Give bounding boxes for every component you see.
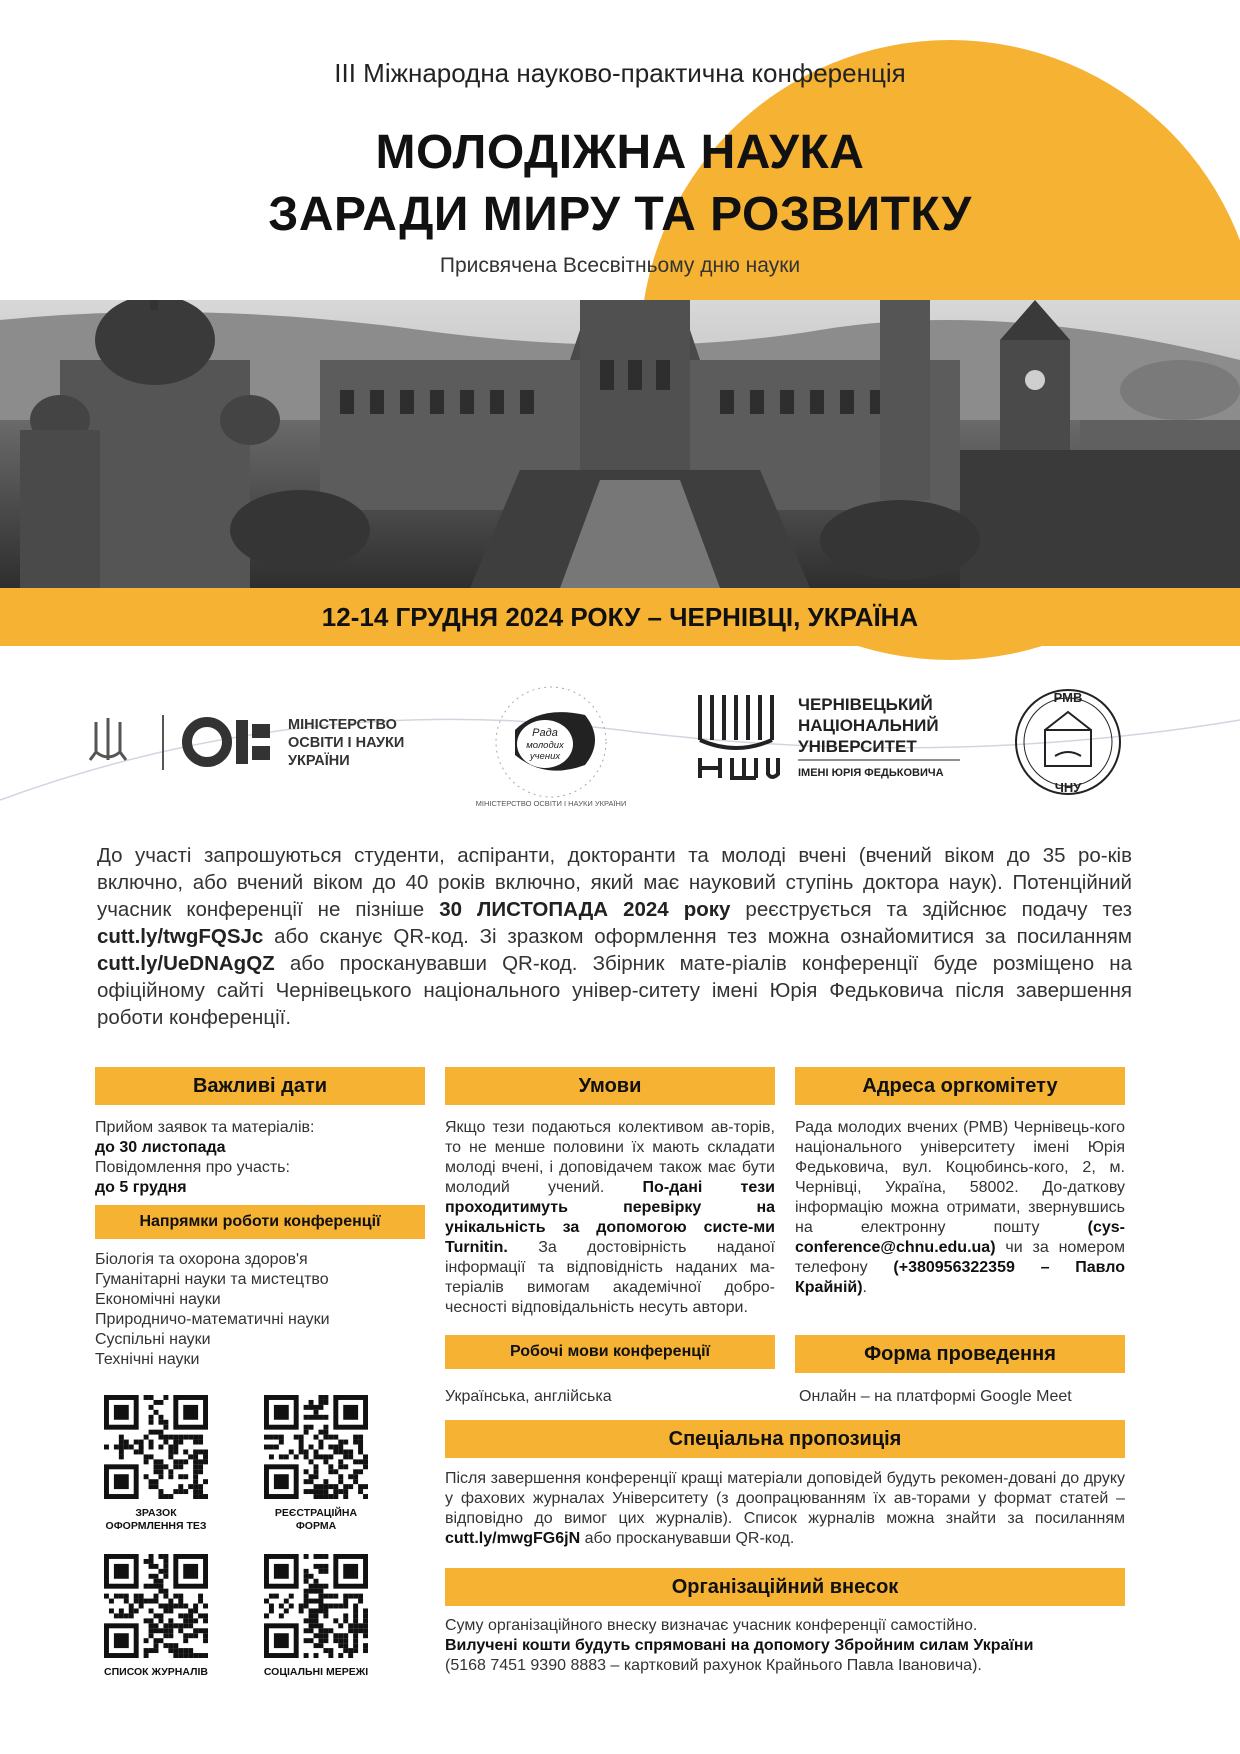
registration-deadline: 30 ЛИСТОПАДА 2024 року [439,898,731,921]
univ-name-line1: ЧЕРНІВЕЦЬКИЙ [798,695,933,714]
qr-label-line: СПИСОК ЖУРНАЛІВ [104,1666,208,1678]
format-heading: Форма проведення [795,1335,1125,1373]
contact-phone[interactable]: (+380956322359 – Павло Крайній) [795,1259,1126,1296]
fee-text [445,1616,1125,1676]
title-line-1: МОЛОДІЖНА НАУКА [375,126,865,179]
qr-code-template[interactable] [104,1395,208,1499]
ministry-name-line3: УКРАЇНИ [288,753,350,769]
direction-item: Суспільні науки [95,1331,211,1348]
page-subtitle: Присвячена Всесвітньому дню науки [439,254,801,277]
conditions-text-3: За достовірність наданої інформації та відповідність наданих ма-теріалів вимогам академічної добро-чесності відповідальність несуть автори. [445,1239,775,1316]
univ-name-line4: ІМЕНІ ЮРІЯ ФЕДЬКОВИЧА [798,767,944,779]
council-ring-text: МІНІСТЕРСТВО ОСВІТИ І НАУКИ УКРАЇНИ [475,799,627,808]
rmv-logo [1016,690,1120,795]
applications-deadline: до 30 листопада [95,1139,226,1156]
address-text [795,1118,1125,1298]
logos-row [0,660,1240,810]
conditions-text-1: Якщо тези подаються колективом ав-торів, то не менше половини їх мають складати молоді вчені, і доповідачем також має бути молодий учений. [445,1119,775,1196]
conference-edition: ІІІ Міжнародна науково-практична конференція [334,58,906,88]
fee-line1: Суму організаційного внеску визначає учасник конференції самостійно. [445,1617,978,1634]
intro-text-1: До участі запрошуються студенти, аспіранти, докторанти та молоді вчені (вчений віком до 35 ро-ків включно, або вчений віком до 40 років включно, який має науковий ступінь доктора наук). Потенційний учасник конференції не пізніше [97,844,1132,921]
page-title [0,122,1240,246]
directions-list [95,1250,425,1370]
direction-item: Економічні науки [95,1291,221,1308]
council-line3: учених [529,751,561,762]
intro-text-2: реєструється та здійснює подачу тез [730,898,1132,921]
qr-label-line: РЕЄСТРАЦІЙНА [274,1507,358,1519]
intro-text-4: або просканувавши QR-код. Збірник мате-ріалів конференції буде розміщено на офіційному сайті Чернівецького національного універ-ситету імені Юрія Федьковича після завершення роботи конференції. [97,952,1132,1029]
format-text: Онлайн – на платформі Google Meet [799,1388,1072,1405]
council-line1: Рада [532,727,558,739]
address-heading: Адреса оргкомітету [795,1067,1125,1105]
university-photo [0,300,1240,588]
direction-item: Біологія та охорона здоров'я [95,1251,308,1268]
qr-label-line: ОФОРМЛЕННЯ ТЕЗ [105,1520,207,1532]
ministry-name-line2: ОСВІТИ І НАУКИ [288,735,405,751]
title-line-2: ЗАРАДИ МИРУ ТА РОЗВИТКУ [268,188,972,241]
qr-label-journals [76,1666,236,1679]
special-text-1: Після завершення конференції кращі матеріали доповідей будуть рекомен-довані до друку у фахових журналах Університету (з доопрацюванням їх ав-торами у формат статей – відповідно до вимог цих журналів). Список журналів можна знайти за посиланням [445,1470,1125,1527]
languages-heading: Робочі мови конференції [445,1335,775,1369]
rmv-top-text: РМВ [1053,690,1083,705]
council-line2: молодих [526,740,564,751]
conditions-text [445,1118,775,1318]
template-link[interactable]: cutt.ly/UeDNAgQZ [97,952,275,975]
important-dates-heading: Важливі дати [95,1067,425,1105]
registration-link[interactable]: cutt.ly/twgFQSJc [97,925,264,948]
address-text-2: чи за номером телефону [795,1239,1125,1276]
direction-item: Технічні науки [95,1351,200,1368]
direction-item: Гуманітарні науки та мистецтво [95,1271,329,1288]
rmv-bottom-text: ЧНУ [1054,780,1082,795]
fee-line2: Вилучені кошти будуть спрямовані на допомогу Збройним силам України [445,1637,1034,1654]
fee-line3: (5168 7451 9390 8883 – картковий рахунок Крайнього Павла Івановича). [445,1657,982,1674]
qr-label-line: ЗРАЗОК [135,1507,177,1519]
conditions-turnitin: По-дані тези проходитимуть перевірку на унікальність за допомогою систе-ми Turnitin. [445,1179,775,1256]
qr-code-registration[interactable] [264,1395,368,1499]
address-text-3: . [862,1279,867,1296]
directions-heading: Напрямки роботи конференції [95,1205,425,1239]
conditions-heading: Умови [445,1067,775,1105]
intro-text-3: або сканує QR-код. Зі зразком оформлення тез можна ознайомитися за посиланням [263,925,1132,948]
qr-label-registration [236,1507,396,1533]
young-scientists-council-logo [476,687,627,808]
special-offer-heading: Спеціальна пропозиція [445,1420,1125,1458]
journals-link[interactable]: cutt.ly/mwgFG6jN [445,1530,581,1547]
date-location-banner: 12-14 ГРУДНЯ 2024 РОКУ – ЧЕРНІВЦІ, УКРАЇНА [0,588,1240,646]
ministry-logo-icon [187,720,270,764]
special-text-2: або просканувавши QR-код. [580,1530,795,1547]
notification-deadline: до 5 грудня [95,1179,187,1196]
ministry-name-line1: МІНІСТЕРСТВО [288,717,397,733]
intro-paragraph [97,842,1132,1031]
qr-code-social[interactable] [264,1554,368,1658]
univ-name-line2: НАЦІОНАЛЬНИЙ [798,716,939,735]
qr-label-line: ФОРМА [295,1520,337,1532]
qr-label-template [76,1507,236,1533]
applications-label: Прийом заявок та матеріалів: [95,1119,315,1136]
languages-text: Українська, англійська [445,1388,612,1405]
address-text-1: Рада молодих вчених (РМВ) Чернівець-кого національного університету імені Юрія Федьковича, вул. Коцюбинсь-кого, 2, м. Чернівці, Україна, 58002. До-даткову інформацію можна отримати, звернувшись на електронну пошту [795,1119,1125,1236]
fee-heading: Організаційний внесок [445,1568,1125,1606]
qr-code-journals[interactable] [104,1554,208,1658]
contact-email[interactable]: (cys-conference@chnu.edu.ua) [795,1219,1125,1256]
special-offer-text [445,1469,1125,1549]
qr-label-line: СОЦІАЛЬНІ МЕРЕЖІ [263,1666,369,1678]
qr-label-social [236,1666,396,1679]
chnu-logo-icon [700,695,778,778]
univ-abbr: ЧНУ [0,660,3,661]
trident-icon [90,718,126,760]
important-dates-text [95,1118,425,1198]
univ-name-line3: УНІВЕРСИТЕТ [798,737,917,756]
notification-label: Повідомлення про участь: [95,1159,290,1176]
direction-item: Природничо-математичні науки [95,1311,330,1328]
